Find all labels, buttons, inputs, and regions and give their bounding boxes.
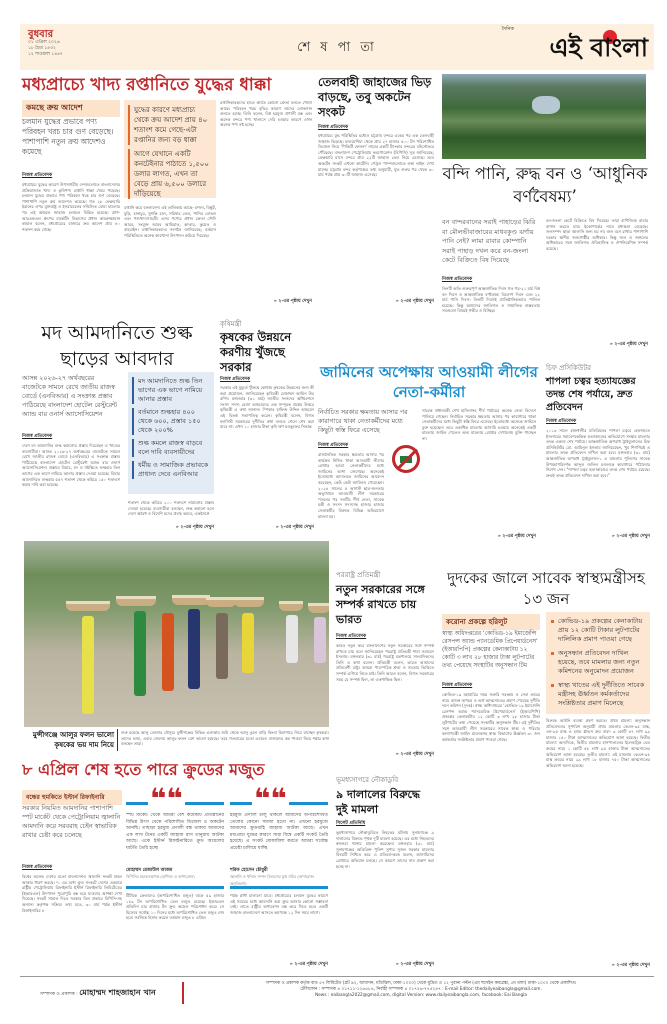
- story10-body: বিশ্বের অনেক দেশের মতো বাংলাদেশও জ্বালানি সংকট প্রবল আকার ধারণ করছে। দ. এর মধ্যে ক্রুড সংকটে দেশের একমাত্র রাষ্ট্রীয় পেট্রোলিয়াম রিফাইনারি ইস্টার্ন রিফাইনারি লিমিটেডের (ইআরএল) উৎপাদন পুরোপুরি বন্ধ হয়ে যাওয়ার আশঙ্কা দেখা দিয়েছে। সংকট সামাল দিতে সরকার তিন প্রকারে বিপিসি-সহ অন্যান্য কর্তৃপক্ষ সক্রিয়। তথ্য মতে, ৩০ মার্চ পর্যন্ত ইস্টার্ন রিফাইনারির ৮: [22, 874, 122, 913]
- story1-highlight-box: [124, 100, 216, 198]
- worker-figure: [242, 613, 254, 673]
- quote2-text: হরমুজ প্রণালি চালু থাকলে আমাদের অপরিশোধিত তেলের কোনো সমস্যা হতো না। এখনো হরমুজে আমাদের ক্রুডবাহি জাহাজ আটকা আছে। এখন মধ্যপ্রাচ্য যুদ্ধের কারণে সারা বিশ্বে একটি সংকট তৈরি হয়েছে। এ সংকট মোকাবিলা করতে আমরা সর্বোচ্চ প্রচেষ্টা চালিয়ে যাচ্ছি: [230, 813, 328, 851]
- date-bangla: ১৮ চৈত্র ১৪৩২: [28, 46, 56, 51]
- worker-figure: [82, 616, 94, 714]
- footer-divider: [182, 982, 184, 1004]
- basket-shape: [66, 601, 110, 611]
- story10-byline: নিজস্ব প্রতিবেদক: [22, 865, 53, 870]
- basket-shape: [308, 603, 329, 613]
- footer-line-2: টেলিফোন : সম্পাদক ৪ ০১৭১১-১২৬৫৮৪, নির্বাহী সম্পাদক ৪ ০১৭২৬-৭৭৫২৪৭ : E-mail Editor: thedailyeaibangla@gmail.com.: [300, 987, 542, 992]
- quote1-bottom-rule: [126, 886, 224, 889]
- story7-body: ২০১৩ সালে রাজধানীর মতিঝিলের শাপলা চত্বরে হেফাজতে ইসলামের সমাবেশকেন্দ্রিক হত্যাকাণ্ডের অভিযোগে সংস্থার মামলার তদন্ত একদম শেষ পর্যায়ে। আন্তর্জাতিক অপরাধ ট্রাইব্যুনালের চিফ প্রসিকিউটর মো. আমিনুল ইসলাম জানিয়েছেন, খুব শিগগিরই এ মামলার তদন্ত প্রতিবেদন দাখিল করা হবে। মঙ্গলবার (৩১ মার্চ) আন্তর্জাতিক অপরাধ ট্রাইব্যুনাল-১ এ মামলায় পুলিশের সাবেক উপমহাপরিদর্শক আব্দুল জলিল মণ্ডলকে কারাগারে পাঠানোর নির্দেশ দেন। “শাপলা চত্বর হত্যাকাণ্ডের তদন্ত শেষ পর্যায়ে রয়েছে। দ্রুতই তদন্ত প্রতিবেদন দাখিল করা হবে।”: [546, 428, 650, 478]
- story4-byline: নিজস্ব প্রতিবেদক: [22, 434, 53, 439]
- highlight-bullet: অনুসন্ধান প্রতিবেদন দাখিল হয়েছে, তবে মামলার জন্য নতুন কমিশনের অনুমোদন প্রয়োজন: [550, 649, 646, 676]
- story2-body: মধ্যপ্রাচ্যে যুদ্ধ পরিস্থিতির মধ্যেও চট্টগ্রাম বন্দরে একের পর এক তেলবাহী জাহাজ ভিড়ছে। মালয়েশিয়া থেকে প্রায় ২৭ হাজার ৫০০ টন পরিশোধিত ডিজেল নিয়ে ‘পিভিটি ফেলনা’ নামের একটি ট্যাংকার বন্দরের বহির্নোঙরে পৌঁছেছে। বাংলাদেশ পেট্রোলিয়াম করপোরেশন (বিপিসি) সূত্র জানিয়েছে, ফেব্রুয়ারি মাসে বন্দরে প্রায় ২২টি জাহাজ তেল নিয়ে এসেছে। তবে অকটেন সংকট এখনো কাটেনি। পেট্রল পাম্পগুলোতে লম্বা লাইন দেখা যাচ্ছে। চট্টগ্রাম বন্দর কর্তৃপক্ষের তথ্য অনুযায়ী, যুদ্ধ শুরুর পর থেকে ৩০ মার্চ পর্যন্ত প্রায় ৩০টি জাহাজ এসেছে।: [318, 133, 434, 178]
- worker-figure: [216, 613, 228, 679]
- highlight-item: ধর্মীয় ও সামাজিক প্রভাবকে প্রাধান্য দেবে এনবিআর: [132, 461, 210, 479]
- story10-continued[interactable]: » ২-এর পৃষ্ঠায় দেখুন: [289, 962, 328, 967]
- story1-byline: নিজস্ব প্রতিবেদক: [22, 173, 53, 178]
- story5-byline: নিজস্ব প্রতিবেদক: [220, 377, 251, 382]
- worker-figure: [314, 617, 326, 663]
- quote2-bottom-rule: [230, 886, 328, 889]
- footer-rule: [20, 976, 654, 977]
- story9-body: কোভিড-১৯ মহামারির সময় জরুরি সরঞ্জাম ও সেবা ক্রয়ের নামে রাজস্ব অপচয় ও অর্থ আত্মসাতের প্রমাণ পেয়েছে দুর্নীতি দমন কমিশন (দুদক)। স্বাস্থ্য অধিদপ্তরের ‘কোভিড-১৯ ইমার্জেন্সি রেসপন্স অ্যান্ড প্যানডেমিক প্রিপেয়ার্ডনেস’ (ইআরপিপি) প্রকল্পের কেনাকাটায় ১২ কোটি ৩ লাখ ২৮ হাজার টাকা লুটপাটের তথ্য পেয়েছে সংস্থাটির অনুসন্ধান টিম। এই দুর্নীতির সঙ্গে আওয়ামী লীগ সরকারের সাবেক স্বাস্থ্য ও পরিবার কল্যাণমন্ত্রী জাহিদ মালেকসহ স্বাস্থ্য বিভাগের ঊর্ধ্বতন ৩০ জন কর্মকর্তার সংশ্লিষ্টতার প্রমাণ পাওয়া গেছে।: [442, 692, 540, 742]
- story1-body-col2: রপ্তানি করে বাংলাদেশ। এই তালিকায় আছে- মশলা, বিস্কুট, মুড়ি, চানাচুর, সুগন্ধি চাল, সরিষার তেল, পানির বোতল এবং পশুখাদ্যসামগ্রী। এসব পণ্যের প্রধান ক্রেতা সৌদি আরব, সংযুক্ত আরব আমিরাত, কাতার, কুয়েত ও বাহরাইন। রপ্তানিকারকদের সংগঠন জানিয়েছে, বর্তমান পরিস্থিতিতে অনেক কারখানা উৎপাদন কমিয়ে দিয়েছে।: [124, 205, 216, 238]
- story7-continued[interactable]: » ২-এর পৃষ্ঠায় দেখুন: [611, 534, 650, 539]
- story10-lead: সরকার নিয়মিত আমদানির পাশাপাশি স্পট মার্কেট থেকে পেট্রোলিয়াম জ্বালানি আমদানি করে সরবরাহ চেইন স্বাভাবিক রাখার চেষ্টা করে চলেছে: [22, 805, 121, 839]
- story4-continued[interactable]: » ২-এর পৃষ্ঠায় দেখুন: [175, 525, 214, 530]
- story8-continued[interactable]: » ২-এর পৃষ্ঠায় দেখুন: [395, 752, 434, 757]
- story3-continued[interactable]: » ২-এর পৃষ্ঠায় দেখুন: [609, 342, 648, 347]
- story11-kicker: ভূমধ্যসাগরে নৌকাডুবি: [336, 776, 399, 784]
- story9-headline[interactable]: দুদকের জালে সাবেক স্বাস্থ্যমন্ত্রীসহ ১৩ জন: [447, 569, 645, 608]
- story1-body: মধ্যপ্রাচ্যে যুদ্ধের কারণে উপসাগরীয় দেশগুলোতে বাংলাদেশের প্রক্রিয়াজাত খাদ্য ও কৃষিপণ্য রপ্তানি ধাক্কা খেয়ে পড়েছে। চলমান যুদ্ধের প্রভাবে পণ্য পরিবহন খরচ চার গুণ বেড়েছে। পাশাপাশি নতুন ক্রয় আদেশও কমেছে। গত ২৮ ফেব্রুয়ারি ইরানের ওপর যুক্তরাষ্ট্র ও ইসরায়েলের সম্মিলিত বোমা হামলার পর এই অঞ্চলে জাহাজ চলাচল বিঘ্নিত হয়েছে। প্রাণ-আরএফএল গ্রুপের মার্কেটিং বিভাগের প্রধান কামরুজ্জামান কামাল বলেন, মধ্যপ্রাচ্যের বাজারে ক্রয় আদেশ প্রায় ৪০ শতাংশ কমে গেছে।: [22, 182, 120, 232]
- quote2-title: জ্বালানি ও খনিজ সম্পদ বিভাগের যুগ্ম সচিব (অপারেশন অনুবিভাগ): [230, 874, 314, 886]
- story2-byline: নিজস্ব প্রতিবেদক: [318, 125, 349, 130]
- story9-tag: করোনা প্রকল্পে হরিলুট: [442, 614, 540, 630]
- story1-tag: কমছে ক্রয় আদেশ: [22, 100, 120, 117]
- story10-body-col3: পর্যন্ত প্লান্ট চালানো যাবে। মধ্যপ্রাচ্যের চলমান যুদ্ধের কারণে এই সময়ের মধ্যে আমদানি করা ক্রুড আসার কোনো সম্ভাবনা নেই। তাতে রাষ্ট্রীয় অপারেশন বন্ধ করে দিতে হবে। একটি জাহাজ বাংলাদেশে আসতে কমপক্ষে ১২ দিন সময় লাগে।: [230, 893, 328, 915]
- story1-continued[interactable]: » ২-এর পৃষ্ঠায় দেখুন: [273, 299, 312, 304]
- highlight-item: মদ আমদানিতে শুল্ক তিন ভাগের এক ভাগে নামিয়ে আনার প্রস্তাব: [132, 377, 210, 404]
- date-english: ০১ এপ্রিল ২০২৬: [28, 40, 60, 45]
- worker-figure: [162, 613, 174, 691]
- story3-byline: নিজস্ব প্রতিবেদক: [442, 277, 473, 282]
- footer-editor-label: সম্পাদক ও প্রকাশক :: [40, 992, 78, 997]
- lake-shape: [532, 96, 560, 114]
- story8-headline[interactable]: নতুন সরকারের সঙ্গে সম্পর্ক রাখতে চায় ভারত: [336, 583, 425, 626]
- story11-headline[interactable]: ৯ দালালের বিরুদ্ধে দুই মামলা: [336, 788, 421, 816]
- masthead: [20, 24, 654, 70]
- story10-body-col2: টিটাকে ক্রেতাদের (অপরিশোধিত মজুত) বাকে ৫৯ হাজার ১৮৯ টন অপরিশোধিত তেল মজুত রয়েছে। ইআরএল প্রতিদিন চার হাজার টন ক্রুড অয়েল পরিশোধন করে। সে হিসেবে সর্বোচ্চ ১০ দিনের মধ্যে অপরিশোধিত তেল মজুত শেষ হবে। সর্বনিম্নে হিসাব করলে বর্তমান মজুত ৮ এপ্রিল: [126, 893, 224, 921]
- quote2-divider: [230, 782, 328, 815]
- basket-shape: [234, 597, 264, 607]
- story4-lead: আসন্ন ২০২৬-২৭ অর্থবছরের বাজেটকে সামনে রেখে জাতীয় রাজস্ব বোর্ডে (এনবিআর) এ সংক্রান্ত প্রস্তাব পাঠিয়েছে বাংলাদেশ হোটেল রেস্টুরেন্ট অ্যান্ড বার ওনার্স অ্যাসোসিয়েশন: [22, 375, 118, 418]
- quote1-title: বিপিসির মহাব্যবস্থাপক (বাণিজ্য ও অপারেশন): [126, 874, 195, 879]
- story6-headline[interactable]: জামিনের অপেক্ষায় আওয়ামী লীগের নেতা-কর্মীরা: [320, 363, 538, 401]
- footer-line-1: সম্পাদক ও প্রকাশক কর্তৃক বাড ৫৭ লিমিটেড (প্লট ৯২, আবাসন, মতিঝিল, ঢাকা-১০০০) থেকে মুদ্রিত ও ১২ পুরানা পল্টন (এম হুসেইন কমপ্লেক্স, ৫ম তলা) ঢাকা-১০০০ থেকে প্রকাশিত।: [265, 981, 577, 986]
- story11-continued[interactable]: » ২-এর পৃষ্ঠায় দেখুন: [395, 962, 434, 967]
- story8-body: ভারত নতুন করে বাংলাদেশের নতুন সরকারের সঙ্গে সম্পর্ক রাখতে চায় বলে জানিয়েছেন পররাষ্ট্র প্রতিমন্ত্রী শামা ওবায়েদ ইসলাম। মঙ্গলবার (৩১ মার্চ) পররাষ্ট্র মন্ত্রণালয়ে সাংবাদিকদের তিনি এ কথা বলেন। প্রতিমন্ত্রী বলেন, ভারত আমাদের প্রতিবেশী রাষ্ট্র। আমরা পারস্পরিক শ্রদ্ধা ও সমতার ভিত্তিতে সম্পর্ক এগিয়ে নিতে চাই। তিনি আরও বলেন, বিগত সরকারের সময় যে সম্পর্ক ছিল, তা একপাক্ষিক ছিল।: [336, 643, 434, 682]
- photo-caption: শুরু হয়েছে আলু তোলার মৌসুম। মুন্সীগঞ্জের বিভিন্ন এলাকায় জমি থেকে আলু তুলে বাড়ি কিংবা হিমাগারে নিয়ে যাচ্ছেন কৃষকরা। তাদের ভাষ্য, এবার জেলায় আলুর ফলন বেশ ভালো হয়েছে। তবে গতবারের মতো এবারও বাজারদর কম পাওয়া নিয়ে শঙ্কার কথা বলছেন তারা।: [121, 730, 329, 747]
- story9-body-col2: বিরুদ্ধে আইনি ব্যবস্থা গ্রহণ করতে। প্রথম মামলা: অনুসন্ধান প্রতিবেদনের সুপারিশ অনুযায়ী প্রথম মামলায় কেএন-৯৫ মাস্ক, এন-৯৫ মাস্ক ও হ্যান্ড গ্লাভস ক্রয় বাবদ ৩ কোটি ৫৭ লাখ ৯৯ হাজার ১৫০ টাকা আত্মসাতের অভিযোগ আনা হয়েছে। দ্বিতীয় মামলা: অন্যদিকে, দ্বিতীয় মামলায় হাসপাতালের ইলেকট্রিক বেড ক্রয়ের নামে ১ কোটি ৫৮ লাখ ৯৫ হাজার টাকা আত্মসাতের অভিযোগ আনা হয়েছে। তৃতীয় মামলা: এই মামলায় কেএন-৯৫ মাস্ক ক্রয়ের নামে ২৯ লাখ ১৮ হাজার ৭৫০ টাকা আত্মসাতের অভিযোগ আনা হয়েছে।: [546, 718, 650, 768]
- quote2-name: শরিফ হোসেন চৌধুরী: [230, 868, 268, 873]
- quote1-divider: [126, 782, 224, 815]
- story7-kicker: চিফ প্রসিকিউটর: [546, 364, 591, 372]
- story10-tag: বন্ধের হুমকিতে ইস্টার্ন রিফাইনারি: [22, 790, 122, 805]
- potato-harvest-photo: [24, 541, 329, 727]
- story5-kicker: কৃষিমন্ত্রী: [220, 320, 242, 328]
- story9-continued[interactable]: » ২-এর পৃষ্ঠায় দেখুন: [611, 963, 650, 968]
- story5-continued[interactable]: » ২-এর পৃষ্ঠায় দেখুন: [275, 525, 314, 530]
- story4-body-col2: শতাংশ থেকে কমিয়ে ২০০ শতাংশে নামানোর প্রস্তাব দেওয়া হয়েছে। ব্যবসায়ীরা বলছেন, শুল্ক কমানো হলে দেশে অবৈধ ও বিদেশি মদের প্রবাহ কমবে, একইসঙ্গে: [128, 500, 214, 517]
- story5-body: সরকার এই মুহূর্তে খুঁজছে কোথায় কৃষকের উন্নয়নের জন্য কী করা প্রয়োজন, জানিয়েছেন কৃষিমন্ত্রী মোহাম্মদ আমিন উর রশিদ। মঙ্গলবার (৩১ মার্চ) জাতীয় সংসদের অধিবেশনে সংসদ সদস্য রেজা আহমেদের এক সম্পূরক প্রশ্নের উত্তরে কৃষিমন্ত্রী এ কথা জানান। স্পিকার হাফিজ উদ্দিন আহমেদ এই বিতর্ক সভাপতিত্ব করেন। কৃষিমন্ত্রী বলেন, বিগত ফ্যাসিস্ট সরকারের দুর্নীতির কথা বলতে গেলে শেষ করা যাবে না। এখন ১০ হাজার টাকা কৃষি ঋণ মওকুফের সিদ্ধান্ত: [220, 385, 314, 430]
- story3-body: তিনটি অতি গুরুত্বপূর্ণ আন্তর্জাতিক দিবস গত পর-২১ মার্চ বিশ্ব বন দিবস ও আন্তর্জাতিক বর্ণবৈষম্য বিলোপ দিবস এবং ২২ মার্চ পানি দিবস। তিনটি দিবসই প্রাতিষ্ঠানিকভাবে পালিত হয়েছে। কিন্তু আমাদের জাতিগত ও সামাজিক বাস্তবতায় সবগুলো বিষয়ই গভীর ও বিচ্ছিন্ন।: [442, 286, 540, 314]
- highlight-bullet: কোভিড-১৯ প্রকল্পের কেনাকাটায় প্রায় ১২ কোটি টাকার লুটপাটের দালিলিক প্রমাণ পাওয়া গেছে: [550, 617, 646, 644]
- story11-body: ভূমধ্যসাগরে নৌকাডুবিতে নিহতের ঘটনায় সুনামগঞ্জে ৯ দালালের বিরুদ্ধে পৃথক দুটি মামলা হয়েছে। এর মধ্যে নিহতদের স্বজনরা থানায় মামলা করেছেন। মঙ্গলবার (৩১ মার্চ) সুনামগঞ্জের অতিরিক্ত পুলিশ সুপার সুজন সরকার মামলার বিষয়টি নিশ্চিত করে এ প্রতিবেদককে বলেন, আসামিদের গ্রেপ্তারে অভিযান চলছে। সে কারণে তাদের নাম প্রকাশ করা হচ্ছে না।: [336, 830, 434, 869]
- story7-headline[interactable]: শাপলা চত্বর হত্যাযজ্ঞের তদন্ত শেষ পর্যায়ে, দ্রুত প্রতিবেদন: [546, 376, 636, 413]
- highlight-item: যুদ্ধের কারণে মধ্যপ্রাচ্য থেকে ক্রয় আদেশ প্রায় ৪০ শতাংশ কমে গেছে-এটা রপ্তানির জন্য বড় ধাক্কা: [128, 105, 212, 145]
- story1-headline[interactable]: মধ্যপ্রাচ্যে খাদ্য রপ্তানিতে যুদ্ধের ধাক্কা: [22, 75, 272, 95]
- footer-line-3: News : eaibangla2022@gmail.com, digital Version: www.dailyeaibangla.com, facebook: Eai Bangla: [314, 993, 528, 998]
- story3-body-col2: বন-জংলা কেটে বিক্রিতে বিষ দিয়েছে। তারা বাণিজ্যিক রাবার বাগান করতে চায়। ইকোপার্কের নামে মধ্যস্থতা বেড়েছে। জনসম্পদ ছাড়া জ্বালানি জন্য হয় না। জল বনে রাখার পাশাপাশি দরকার স্থানীয় জনগোষ্ঠীর অধিকার। কিন্তু জল ও জঙ্গলের অধিকারের সঙ্গে জাতিগত ঐতিহাসিক ও ঔপনিবেশিক সম্পর্ক রয়েছে।: [546, 218, 648, 251]
- worker-figure: [188, 609, 200, 689]
- forest-photo: [442, 74, 646, 159]
- quote-mark-icon: ❝❝: [254, 782, 287, 815]
- story6-lead: নির্বাচিত সরকার ক্ষমতায় আসার পর কারাগারে থাকা নেতাকর্মীদের মধ্যে কিছুটা স্বস্তি ফিরে এসেছে: [318, 409, 408, 434]
- story9-byline: নিজস্ব প্রতিবেদক: [442, 683, 473, 688]
- highlight-bullet: স্বাস্থ্য খাতের এই দুর্নীতিতে সাবেক মন্ত্রীসহ ঊর্ধ্বতন কর্মকর্তাদের সংশ্লিষ্টতার প্রমাণ মিলেছে: [550, 681, 646, 708]
- section-title: শে ষ পা তা: [297, 40, 377, 55]
- story8-kicker: পররাষ্ট্র প্রতিমন্ত্রী: [336, 571, 381, 579]
- caption-divider: [117, 729, 118, 751]
- story6-body-col2: সাবেক প্রধানমন্ত্রী শেখ হাসিনাসহ শীর্ষ পর্যায়ের অনেক নেতা বিদেশে পালিয়ে গেছেন। নির্বাচিত সরকার ক্ষমতায় আসার পর কারাগারে থাকা নেতাকর্মীদের মধ্যে কিছুটা স্বস্তি ফিরে এসেছে। ইতোমধ্যে অনেকে জামিনে মুক্ত হয়েছেন। তবে একাধিক মামলায় আসামি হওয়ায় অনেকেই একটি মামলায় জামিন পেলেও অন্য মামলায় গ্রেপ্তার দেখানোয় মুক্তি পাচ্ছেন না।: [422, 408, 536, 441]
- weekday: বুধবার: [28, 29, 54, 40]
- quote1-text: স্পট মার্কেট থেকে আমরা বেশ কয়েকটি প্রতিষ্ঠানের বিভিন্ন উৎস থেকে পরিশোধিত ডিজেল ও অকটেন আনছি। তাছাড়া হরমুজ প্রণালী বন্ধ থাকায় আমাদের এক লাখ টনের একটি জাহাজ রাস তানুরায় আটকা আছে। একে ইস্টার্ন রিফাইনারিতে ক্রুড অয়েলের ঘাটতি তৈরি হচ্ছে: [126, 813, 224, 851]
- worker-figure: [286, 615, 298, 663]
- story4-highlight-box: [128, 372, 214, 494]
- basket-shape: [172, 595, 210, 605]
- story3-lead: বন বান্দরবানের সরাই পাহাড়ের ঝিরি বা মৌলভীবাজারের মাধবকুণ্ড ঝর্ণায় পানি নেই? লামা রাবার কোম্পানি সরাই পাহাড় দখল করে বন-জংলা কেটে বিক্রিতে বিষ দিয়েছে: [442, 218, 536, 264]
- quote-mark-icon: ❝❝: [150, 782, 183, 815]
- basket-shape: [279, 601, 303, 611]
- footer-editor: [40, 987, 156, 1000]
- footer-editor-name: মোহাম্মদ শাহজাহান খান: [79, 988, 156, 997]
- quote1-name: মোহাম্মদ রেজাউল আজম: [126, 868, 173, 873]
- highlight-item: শুল্ক কমলে রাজস্ব বাড়বে বলে দাবি ব্যবসায়ীদের: [132, 439, 210, 457]
- story6-byline: নিজস্ব প্রতিবেদক: [318, 443, 349, 448]
- story9-lead: স্বাস্থ্য অধিদপ্তরের ‘কোভিড-১৯ ইমার্জেন্সি রেসপন্স অ্যান্ড প্যানডেমিক প্রিপেয়ার্ডনেস’ (ইআরপিপি) প্রকল্পের কেনাকাটায় ১২ কোটি ৩ লাখ ২৮ হাজার টাকা লুটপাটের তথ্য পেয়েছে সংস্থাটির অনুসন্ধান টিম: [442, 631, 538, 669]
- story10-headline[interactable]: ৮ এপ্রিল শেষ হতে পারে ক্রুডের মজুত: [22, 760, 265, 779]
- story1-lead: চলমান যুদ্ধের প্রভাবে পণ্য পরিবহন খরচ চার গুণ বেড়েছে। পাশাপাশি নতুন ক্রয় আদেশও কমেছে: [22, 117, 114, 156]
- highlight-item: আগে যেখানে একটি কনটেইনার পাঠাতে ১,৫০০ ডলার লাগত, এখন তা বেড়ে প্রায় ৬,৫০০ ডলারে দাঁড়িয়েছে: [128, 149, 212, 199]
- story6-body: রাজনৈতিক সরকার ক্ষমতায় আসার পর কার্যক্রম নিষিদ্ধ থাকা আওয়ামী লীগের গ্রেপ্তার হওয়া নেতাকর্মীদের মধ্যে জামিনের আশা জেগেছে। অনেকেই ইতোমধ্যে আদালতে জামিনের আবেদন করেছেন, কেউ কেউ জামিনও পেয়েছেন। ২০২৪ সালের ৫ আগস্ট ছাত্র-জনতার অভ্যুত্থানে আওয়ামী লীগ সরকারের পতনের পর দলটির শীর্ষ নেতা, সাবেক মন্ত্রী ও সংসদ সদস্যসহ হাজার হাজার নেতাকর্মীর বিরুদ্ধে বিভিন্ন অভিযোগে মামলা হয়।: [318, 452, 384, 519]
- logo-prefix: দৈনিক: [501, 26, 514, 32]
- story5-headline[interactable]: কৃষকের উন্নয়নে করণীয় খুঁজছে সরকার: [220, 330, 292, 374]
- story2-continued[interactable]: » ২-এর পৃষ্ঠায় দেখুন: [395, 299, 434, 304]
- story1-body-col3: রপ্তানিকারকদের হাতে কার্যত কোনো ক্রেতা বলতে খোলা আছে। পরিবহন খরচ বৃদ্ধির কারণে তাদের লোকসান গুনতে হচ্ছে। তিনি বলেন, বিশ্ব হরমুজ প্রণালী বন্ধ এবং অনেক বন্দরে পণ্য খালাসে দেরি হওয়ার কারণে এখন অনেক পণ্য নষ্ট হচ্ছে।: [220, 100, 312, 128]
- story6-continued[interactable]: » ২-এর পৃষ্ঠায় দেখুন: [497, 534, 536, 539]
- basket-shape: [116, 596, 156, 606]
- footer-imprint: [192, 981, 650, 999]
- basket-shape: [206, 597, 236, 607]
- story4-headline[interactable]: মদ আমদানিতে শুল্ক ছাড়ের আবদার: [41, 322, 193, 370]
- story3-headline[interactable]: বন্দি পানি, রুদ্ধ বন ও ‘আধুনিক বর্ণবৈষম্য’: [442, 164, 648, 206]
- date-hijri: ১২ শাওয়াল ১৪৪৭: [28, 52, 63, 57]
- newspaper-logo[interactable]: এই বাংলা: [549, 33, 648, 62]
- story7-byline: নিজস্ব প্রতিবেদক: [546, 419, 577, 424]
- story8-byline: নিজস্ব প্রতিবেদক: [336, 634, 367, 639]
- photo-caption-title: মুন্সীগঞ্জে আলুর ফলন ভালো কৃষকের ভয় দাম নিয়ে: [32, 731, 114, 749]
- story2-headline[interactable]: তেলবাহী জাহাজের ভিড় বাড়ছে, তবু অকটেন সংকট: [318, 75, 432, 119]
- highlight-item: বর্তমানে শুল্কহার ৪০০ থেকে ৬০০, প্রস্তাব ১৫০ থেকে ২০০%: [132, 408, 210, 435]
- story11-byline: সিলেট প্রতিনিধি: [336, 821, 366, 826]
- story9-highlight-box: [546, 612, 650, 714]
- worker-figure: [134, 611, 146, 696]
- story4-body: দেশে মদ আমদানির শুল্ক কমানোর প্রস্তাব দিয়েছেন এ খাতের ব্যবসায়ীরা। আসন্ন ২০২৬-২৭ অর্থবছরের বাজেটকে সামনে রেখে জাতীয় রাজস্ব বোর্ডে (এনবিআর) এ সংক্রান্ত প্রস্তাব পাঠিয়েছে বাংলাদেশ হোটেল রেস্টুরেন্ট অ্যান্ড বার ওনার্স অ্যাসোসিয়েশন। প্রস্তাবে বিয়ার, মদ ও হুইস্কিতে শুল্কহার তিন ভাগের এক ভাগে নামিয়ে আনার প্রস্তাব দেওয়া হয়েছে। বিয়ার আমদানিতে শুল্কহার ৫৫৭ শতাংশ থেকে কমিয়ে ১৫০ শতাংশে করার দাবি করা হয়েছে।: [22, 443, 120, 488]
